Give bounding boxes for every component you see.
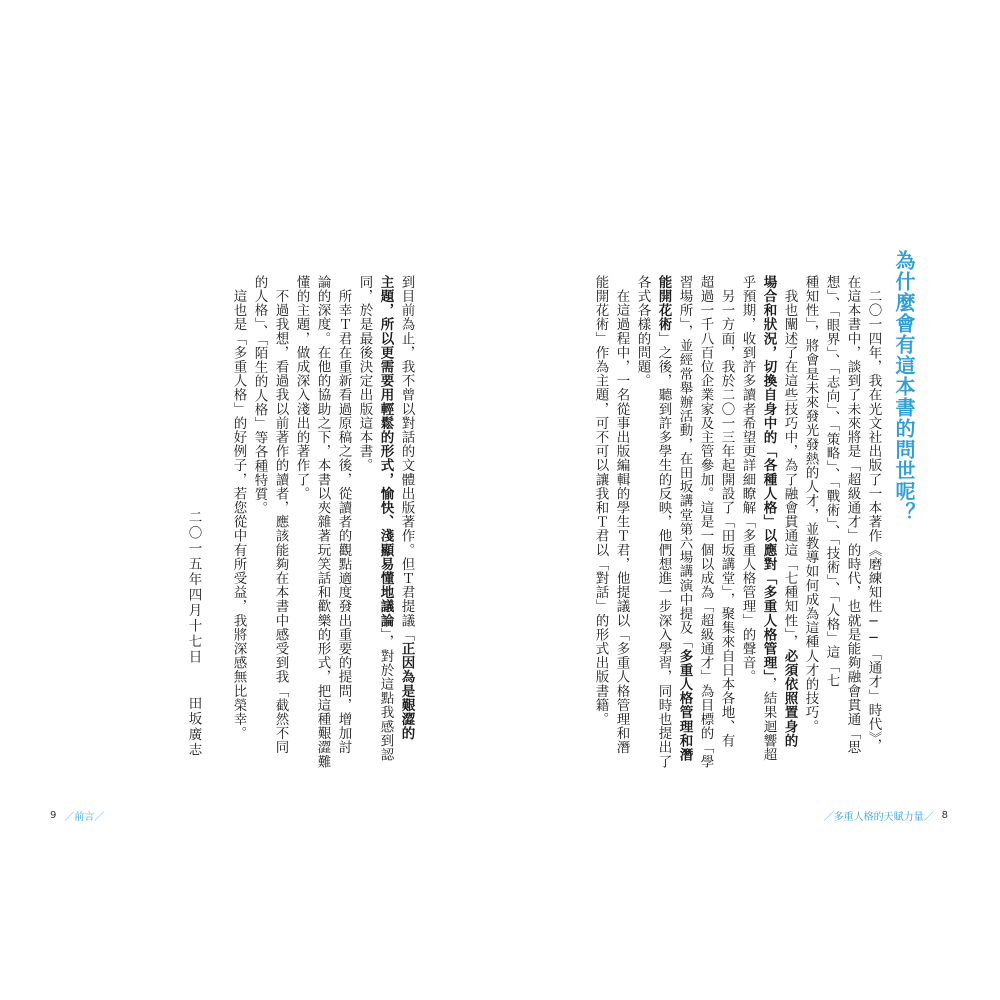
bold-text-segment: 場合和狀況，切換自身中的「各種人格」以應對「多重人格管理」 [760,275,777,678]
text-column: 在這本書中，談到了未來將是「超級通才」的時代，也就是能夠融會貫通「思 [844,275,861,755]
page-footer [824,808,948,823]
text-column: 另一方面，我於二〇一三年起開設了「田坂講堂」，聚集來自日本各地、有 [718,275,735,748]
running-title: ／前言／ [64,812,105,823]
text-column [782,275,796,748]
text-column: 二〇一四年，我在光文社出版了一本著作《磨練知性──「通才」時代》， [865,275,882,753]
text-column [399,275,413,740]
text-column: 的人格」、「陌生的人格」等各種特質。 [251,275,268,516]
text-segment: 習場所」，並經常舉辦活動，在田坂講堂第六場講演中提及「 [676,275,693,649]
signature-line [186,510,200,758]
text-column: 各式各樣的問題。 [634,275,651,388]
bold-text-segment: 多重人格管理和潛 [676,648,693,762]
running-title-text: 前言 [74,812,95,823]
text-column [656,275,670,769]
chapter-heading: 為什麼會有這本書的問世呢？ [892,250,916,523]
text-column: 同，於是最後決定出版這本書。 [356,275,373,473]
running-title-text: 多重人格的天賦力量 [833,812,924,823]
bold-text-segment: 必須依照置身的 [781,648,798,748]
text-column [677,275,691,762]
text-column: 能開花術」作為主題，可不可以讓我和Ｔ君以「對話」的形式出版書籍。 [592,275,609,727]
text-column: 懂的主題，做成深入淺出的著作了。 [293,275,310,501]
text-column: 想」、「眼界」、「志向」、「策略」、「戰術」、「技術」、「人格」這「七 [823,275,840,688]
text-segment: 我也闡述了在這些技巧中，為了融會貫通這「七種知性」， [781,275,798,649]
running-title: ／多重人格的天賦力量／ [823,812,934,823]
bold-text-segment: 主題，所以更需要用輕鬆的形式，愉快、淺顯易懂地議論 [377,275,394,628]
text-segment: 」之後，聽到許多學生的反映，他們想進一步深入學習，同時也提出了 [655,331,672,769]
text-column: 所幸Ｔ君在重新看過原稿之後，從讀者的觀點適度發出重要的提問，增加討 [335,275,352,755]
page-footer [50,808,104,823]
text-segment: 」，對於這點我感到認 [377,627,394,762]
text-column [761,275,775,762]
text-column [378,275,392,762]
text-segment: 到目前為止，我不曾以對話的文體出版著作。但Ｔ君提議「 [398,275,415,642]
text-column: 這也是「多重人格」的好例子，若您從中有所受益，我將深感無比榮幸。 [230,275,247,741]
author-name: 田坂廣志 [185,696,202,758]
text-column: 超過一千八百位企業家及主管參加。這是一個以成為「超級通才」為目標的「學 [697,275,714,769]
text-column: 論的深度。在他的協助之下，本書以夾雜著玩笑話和歡樂的形式，把這種艱澀難 [314,275,331,769]
right-page [500,0,1000,1000]
text-column: 在這過程中，一名從事出版編輯的學生Ｔ君，他提議以「多重人格管理和潛 [613,275,630,755]
page-number: 9 [50,810,57,821]
spacer [186,665,202,696]
text-segment: ，結果迴響超 [760,677,777,762]
page-number: 8 [941,810,948,821]
text-column: 種知性」，將會是未來發光發熱的人才，並教導如何成為這種人才的技巧。 [802,275,819,734]
text-column: 不過我想，看過我以前著作的讀者，應該能夠在本書中感受到我「截然不同 [272,275,289,755]
text-column: 乎預期，收到許多讀者希望更詳細瞭解「多重人格管理」的聲音。 [739,275,756,684]
date: 二〇一五年四月十七日 [185,510,202,665]
bold-text-segment: 正因為是艱澀的 [398,641,415,741]
bold-text-segment: 能開花術 [655,275,672,332]
